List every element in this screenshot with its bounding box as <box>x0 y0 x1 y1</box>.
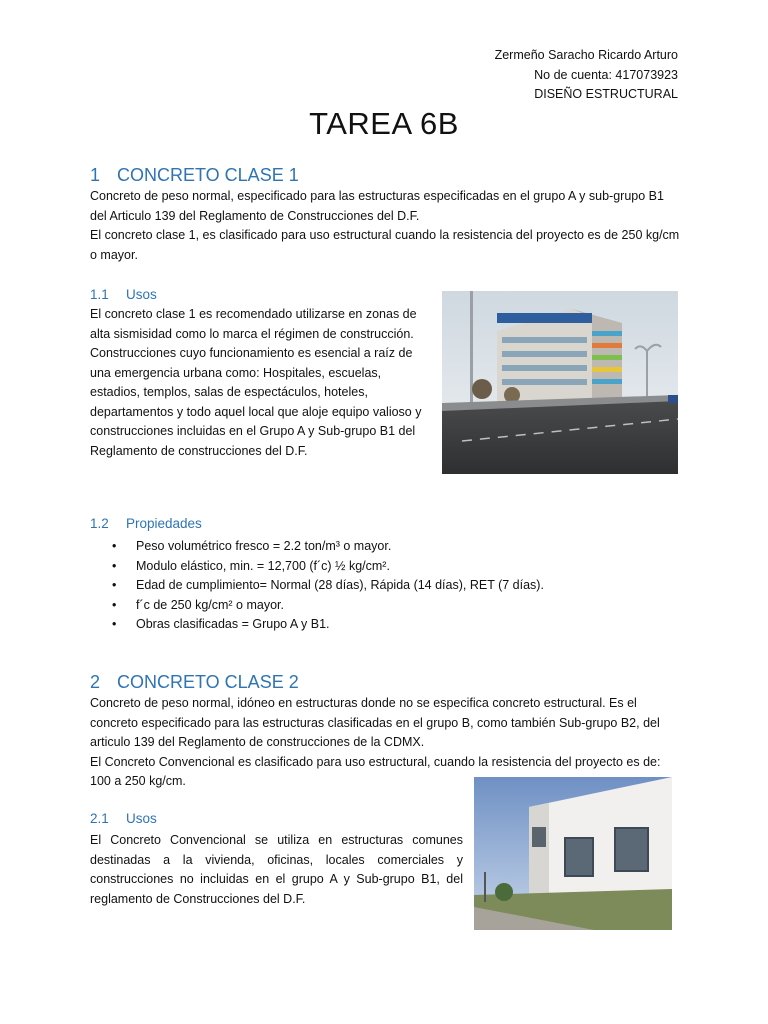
section-number: 1 <box>90 165 101 185</box>
properties-list <box>108 537 544 635</box>
list-item: • Peso volumétrico fresco = 2.2 ton/m³ o mayor. <box>108 537 544 557</box>
paragraph: El Concreto Convencional se utiliza en estructuras comunes destinadas a la vivienda, oficinas, locales comerciales y construcciones no incluidas en el grupo A y Sub-grupo B1, del reglamento de Construcciones del D.F. <box>90 833 463 906</box>
author-name: Zermeño Saracho Ricardo Arturo <box>494 48 678 62</box>
paragraph: Concreto de peso normal, especificado para las estructuras especificadas en el grupo A y sub-grupo B1 del Articulo 139 del Reglamento de Construcciones del D.F. <box>90 189 664 223</box>
subsection-2-1-body <box>90 831 463 909</box>
subsection-title: Usos <box>126 287 157 302</box>
section-2-heading <box>90 672 299 693</box>
paragraph: El concreto clase 1 es recomendado utilizarse en zonas de alta sismisidad como lo marca el régimen de construcción. <box>90 307 417 341</box>
course-name: DISEÑO ESTRUCTURAL <box>534 87 678 101</box>
list-item: • Obras clasificadas = Grupo A y B1. <box>108 615 544 635</box>
section-title: CONCRETO CLASE 1 <box>117 165 299 185</box>
subsection-2-1-heading <box>90 811 157 826</box>
list-item: • f´c de 250 kg/cm² o mayor. <box>108 596 544 616</box>
subsection-title: Propiedades <box>126 516 202 531</box>
paragraph: Concreto de peso normal, idóneo en estructuras donde no se especifica concreto estructural. Es el concreto especificado para las estructuras clasificadas en el grupo B, como también Sub-grupo B2, del articulo 139 del Reglamento de construcciones de la CDMX. <box>90 696 660 749</box>
paragraph: El Concreto Convencional es clasificado para uso estructural, cuando la resistencia del proyecto es de: 100 a 250 kg/cm. <box>90 754 661 788</box>
subsection-title: Usos <box>126 811 157 826</box>
paragraph: El concreto clase 1, es clasificado para uso estructural cuando la resistencia del proyecto es de 250 kg/cm o mayor. <box>90 228 680 262</box>
list-item: • Edad de cumplimiento= Normal (28 días), Rápida (14 días), RET (7 días). <box>108 576 544 596</box>
subsection-1-2-heading <box>90 516 202 531</box>
subsection-number: 1.2 <box>90 516 109 531</box>
account-number: No de cuenta: 417073923 <box>534 67 678 82</box>
subsection-1-1-heading <box>90 287 157 302</box>
section-title: CONCRETO CLASE 2 <box>117 672 299 692</box>
list-item: • Modulo elástico, min. = 12,700 (f´c) ½ kg/cm². <box>108 557 544 577</box>
author-header <box>495 46 678 105</box>
section-number: 2 <box>90 672 101 692</box>
hospital-building-photo <box>442 291 678 474</box>
subsection-number: 2.1 <box>90 811 109 826</box>
document-title: TAREA 6B <box>309 106 459 141</box>
subsection-number: 1.1 <box>90 287 109 302</box>
paragraph: Construcciones cuyo funcionamiento es esencial a raíz de una emergencia urbana como: Hospitales, escuelas, estadios, templos, salas de espectáculos, hoteles, departamentos y todo aquel local que aloje equipo valioso y construcciones incluidas en el Grupo A y Sub-grupo B1 del Reglamento de construcciones del D.F. <box>90 346 422 458</box>
section-1-body <box>90 187 680 265</box>
housing-photo <box>474 777 672 930</box>
section-1-heading <box>90 165 299 186</box>
subsection-1-1-body <box>90 305 430 461</box>
